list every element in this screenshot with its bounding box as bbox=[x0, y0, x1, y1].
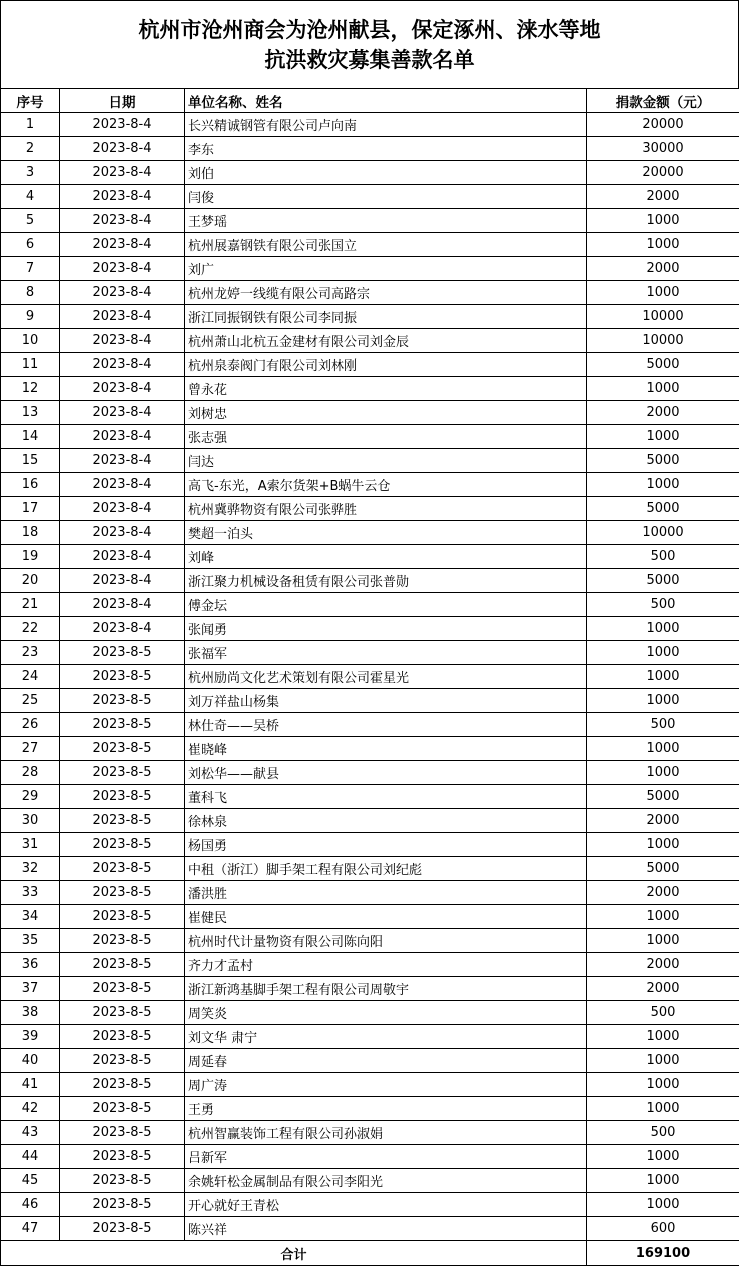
table-row bbox=[1, 977, 739, 1001]
cell-date: 2023-8-5 bbox=[60, 1097, 185, 1121]
table-row bbox=[1, 761, 739, 785]
table-row bbox=[1, 281, 739, 305]
table-row bbox=[1, 617, 739, 641]
table-row bbox=[1, 1073, 739, 1097]
cell-date: 2023-8-5 bbox=[60, 737, 185, 761]
cell-amount: 1000 bbox=[587, 281, 739, 305]
cell-amount: 1000 bbox=[587, 425, 739, 449]
cell-seq: 2 bbox=[1, 137, 60, 161]
cell-seq: 25 bbox=[1, 689, 60, 713]
table-row bbox=[1, 569, 739, 593]
cell-name: 吕新军 bbox=[185, 1145, 587, 1169]
table-row bbox=[1, 593, 739, 617]
cell-name: 刘文华 肃宁 bbox=[185, 1025, 587, 1049]
cell-seq: 46 bbox=[1, 1193, 60, 1217]
cell-name: 刘广 bbox=[185, 257, 587, 281]
table-row bbox=[1, 449, 739, 473]
cell-date: 2023-8-5 bbox=[60, 1145, 185, 1169]
cell-date: 2023-8-5 bbox=[60, 881, 185, 905]
cell-date: 2023-8-5 bbox=[60, 833, 185, 857]
cell-name: 傅金坛 bbox=[185, 593, 587, 617]
cell-seq: 12 bbox=[1, 377, 60, 401]
cell-date: 2023-8-5 bbox=[60, 929, 185, 953]
cell-seq: 6 bbox=[1, 233, 60, 257]
cell-amount: 1000 bbox=[587, 665, 739, 689]
cell-amount: 1000 bbox=[587, 1049, 739, 1073]
cell-name: 杭州时代计量物资有限公司陈向阳 bbox=[185, 929, 587, 953]
cell-date: 2023-8-4 bbox=[60, 425, 185, 449]
cell-name: 周延春 bbox=[185, 1049, 587, 1073]
cell-seq: 47 bbox=[1, 1217, 60, 1241]
cell-seq: 38 bbox=[1, 1001, 60, 1025]
cell-amount: 2000 bbox=[587, 185, 739, 209]
table-row bbox=[1, 881, 739, 905]
cell-date: 2023-8-5 bbox=[60, 809, 185, 833]
table-row bbox=[1, 305, 739, 329]
cell-seq: 18 bbox=[1, 521, 60, 545]
cell-date: 2023-8-5 bbox=[60, 1001, 185, 1025]
cell-seq: 7 bbox=[1, 257, 60, 281]
cell-amount: 5000 bbox=[587, 497, 739, 521]
table-row bbox=[1, 353, 739, 377]
cell-seq: 10 bbox=[1, 329, 60, 353]
cell-seq: 21 bbox=[1, 593, 60, 617]
cell-name: 樊超一泊头 bbox=[185, 521, 587, 545]
table-row bbox=[1, 185, 739, 209]
table-row bbox=[1, 329, 739, 353]
table-row bbox=[1, 953, 739, 977]
cell-name: 张志强 bbox=[185, 425, 587, 449]
cell-seq: 9 bbox=[1, 305, 60, 329]
cell-seq: 3 bbox=[1, 161, 60, 185]
cell-amount: 1000 bbox=[587, 377, 739, 401]
cell-amount: 1000 bbox=[587, 209, 739, 233]
cell-amount: 10000 bbox=[587, 305, 739, 329]
table-row bbox=[1, 641, 739, 665]
cell-date: 2023-8-5 bbox=[60, 857, 185, 881]
cell-seq: 24 bbox=[1, 665, 60, 689]
cell-date: 2023-8-5 bbox=[60, 953, 185, 977]
cell-date: 2023-8-4 bbox=[60, 473, 185, 497]
cell-amount: 2000 bbox=[587, 953, 739, 977]
cell-seq: 34 bbox=[1, 905, 60, 929]
title-line-1: 杭州市沧州商会为沧州献县，保定涿州、涞水等地 bbox=[138, 16, 601, 42]
cell-name: 刘树忠 bbox=[185, 401, 587, 425]
cell-date: 2023-8-5 bbox=[60, 713, 185, 737]
table-row bbox=[1, 665, 739, 689]
cell-name: 张闻勇 bbox=[185, 617, 587, 641]
cell-amount: 1000 bbox=[587, 737, 739, 761]
cell-name: 曾永花 bbox=[185, 377, 587, 401]
cell-date: 2023-8-4 bbox=[60, 281, 185, 305]
header-date: 日期 bbox=[60, 89, 185, 113]
cell-seq: 31 bbox=[1, 833, 60, 857]
cell-name: 王勇 bbox=[185, 1097, 587, 1121]
cell-seq: 44 bbox=[1, 1145, 60, 1169]
table-row bbox=[1, 257, 739, 281]
cell-date: 2023-8-5 bbox=[60, 665, 185, 689]
cell-amount: 5000 bbox=[587, 785, 739, 809]
cell-seq: 41 bbox=[1, 1073, 60, 1097]
cell-date: 2023-8-4 bbox=[60, 233, 185, 257]
table-row bbox=[1, 161, 739, 185]
cell-seq: 35 bbox=[1, 929, 60, 953]
cell-seq: 14 bbox=[1, 425, 60, 449]
cell-name: 杭州泉泰阀门有限公司刘林刚 bbox=[185, 353, 587, 377]
cell-name: 杭州龙婷一线缆有限公司高路宗 bbox=[185, 281, 587, 305]
cell-date: 2023-8-4 bbox=[60, 449, 185, 473]
cell-amount: 20000 bbox=[587, 113, 739, 137]
cell-seq: 26 bbox=[1, 713, 60, 737]
cell-name: 林仕奇——吴桥 bbox=[185, 713, 587, 737]
cell-date: 2023-8-5 bbox=[60, 1169, 185, 1193]
cell-name: 杭州萧山北杭五金建材有限公司刘金辰 bbox=[185, 329, 587, 353]
cell-seq: 13 bbox=[1, 401, 60, 425]
cell-amount: 10000 bbox=[587, 329, 739, 353]
cell-date: 2023-8-4 bbox=[60, 257, 185, 281]
table-row bbox=[1, 689, 739, 713]
cell-date: 2023-8-5 bbox=[60, 641, 185, 665]
table-row bbox=[1, 905, 739, 929]
cell-seq: 8 bbox=[1, 281, 60, 305]
total-row bbox=[1, 1241, 739, 1266]
cell-amount: 2000 bbox=[587, 257, 739, 281]
cell-amount: 1000 bbox=[587, 689, 739, 713]
cell-seq: 23 bbox=[1, 641, 60, 665]
document-title bbox=[0, 0, 739, 88]
table-row bbox=[1, 1121, 739, 1145]
cell-name: 高飞-东光，A索尔货架+B蜗牛云仓 bbox=[185, 473, 587, 497]
cell-amount: 2000 bbox=[587, 401, 739, 425]
cell-name: 张福军 bbox=[185, 641, 587, 665]
table-header-row bbox=[1, 89, 739, 113]
cell-date: 2023-8-5 bbox=[60, 1121, 185, 1145]
cell-date: 2023-8-5 bbox=[60, 785, 185, 809]
cell-seq: 39 bbox=[1, 1025, 60, 1049]
table-row bbox=[1, 857, 739, 881]
table-row bbox=[1, 113, 739, 137]
cell-date: 2023-8-4 bbox=[60, 521, 185, 545]
cell-name: 周笑炎 bbox=[185, 1001, 587, 1025]
total-label: 合计 bbox=[1, 1241, 587, 1266]
header-amount: 捐款金额（元） bbox=[587, 89, 739, 113]
table-row bbox=[1, 713, 739, 737]
cell-seq: 22 bbox=[1, 617, 60, 641]
cell-amount: 500 bbox=[587, 1001, 739, 1025]
cell-seq: 42 bbox=[1, 1097, 60, 1121]
cell-seq: 20 bbox=[1, 569, 60, 593]
table-row bbox=[1, 1145, 739, 1169]
table-row bbox=[1, 1097, 739, 1121]
cell-name: 李东 bbox=[185, 137, 587, 161]
cell-date: 2023-8-5 bbox=[60, 1073, 185, 1097]
cell-name: 刘松华——献县 bbox=[185, 761, 587, 785]
cell-name: 杭州冀骅物资有限公司张骅胜 bbox=[185, 497, 587, 521]
cell-name: 崔健民 bbox=[185, 905, 587, 929]
table-row bbox=[1, 497, 739, 521]
cell-date: 2023-8-4 bbox=[60, 329, 185, 353]
cell-seq: 45 bbox=[1, 1169, 60, 1193]
cell-amount: 1000 bbox=[587, 233, 739, 257]
cell-seq: 30 bbox=[1, 809, 60, 833]
cell-amount: 1000 bbox=[587, 761, 739, 785]
table-row bbox=[1, 833, 739, 857]
cell-name: 刘万祥盐山杨集 bbox=[185, 689, 587, 713]
cell-date: 2023-8-4 bbox=[60, 305, 185, 329]
cell-amount: 1000 bbox=[587, 617, 739, 641]
cell-name: 长兴精诚钢管有限公司卢向南 bbox=[185, 113, 587, 137]
cell-date: 2023-8-4 bbox=[60, 113, 185, 137]
cell-seq: 32 bbox=[1, 857, 60, 881]
cell-amount: 1000 bbox=[587, 473, 739, 497]
cell-date: 2023-8-4 bbox=[60, 353, 185, 377]
cell-date: 2023-8-4 bbox=[60, 545, 185, 569]
cell-amount: 20000 bbox=[587, 161, 739, 185]
cell-name: 潘洪胜 bbox=[185, 881, 587, 905]
cell-date: 2023-8-5 bbox=[60, 905, 185, 929]
donation-table bbox=[0, 88, 739, 1266]
cell-amount: 1000 bbox=[587, 1073, 739, 1097]
cell-amount: 2000 bbox=[587, 977, 739, 1001]
cell-amount: 10000 bbox=[587, 521, 739, 545]
table-row bbox=[1, 233, 739, 257]
table-row bbox=[1, 1217, 739, 1241]
cell-amount: 5000 bbox=[587, 353, 739, 377]
cell-name: 闫达 bbox=[185, 449, 587, 473]
cell-name: 董科飞 bbox=[185, 785, 587, 809]
cell-amount: 5000 bbox=[587, 857, 739, 881]
cell-name: 闫俊 bbox=[185, 185, 587, 209]
cell-name: 王梦瑶 bbox=[185, 209, 587, 233]
cell-date: 2023-8-4 bbox=[60, 161, 185, 185]
cell-date: 2023-8-5 bbox=[60, 761, 185, 785]
table-row bbox=[1, 521, 739, 545]
cell-amount: 5000 bbox=[587, 449, 739, 473]
cell-amount: 1000 bbox=[587, 929, 739, 953]
cell-date: 2023-8-5 bbox=[60, 1193, 185, 1217]
cell-name: 齐力才孟村 bbox=[185, 953, 587, 977]
cell-seq: 33 bbox=[1, 881, 60, 905]
table-row bbox=[1, 1049, 739, 1073]
total-amount: 169100 bbox=[587, 1241, 739, 1266]
cell-amount: 2000 bbox=[587, 809, 739, 833]
table-row bbox=[1, 1169, 739, 1193]
cell-name: 崔晓峰 bbox=[185, 737, 587, 761]
cell-amount: 1000 bbox=[587, 641, 739, 665]
cell-name: 杭州励尚文化艺术策划有限公司霍星光 bbox=[185, 665, 587, 689]
cell-seq: 27 bbox=[1, 737, 60, 761]
cell-name: 中租（浙江）脚手架工程有限公司刘纪彪 bbox=[185, 857, 587, 881]
cell-amount: 1000 bbox=[587, 1097, 739, 1121]
cell-seq: 11 bbox=[1, 353, 60, 377]
table-row bbox=[1, 377, 739, 401]
table-row bbox=[1, 785, 739, 809]
table-row bbox=[1, 737, 739, 761]
cell-name: 余姚轩松金属制品有限公司李阳光 bbox=[185, 1169, 587, 1193]
cell-seq: 4 bbox=[1, 185, 60, 209]
cell-name: 刘伯 bbox=[185, 161, 587, 185]
cell-name: 杨国勇 bbox=[185, 833, 587, 857]
cell-seq: 19 bbox=[1, 545, 60, 569]
cell-date: 2023-8-4 bbox=[60, 137, 185, 161]
cell-amount: 1000 bbox=[587, 905, 739, 929]
table-row bbox=[1, 809, 739, 833]
cell-date: 2023-8-4 bbox=[60, 377, 185, 401]
cell-seq: 16 bbox=[1, 473, 60, 497]
cell-amount: 600 bbox=[587, 1217, 739, 1241]
cell-name: 陈兴祥 bbox=[185, 1217, 587, 1241]
cell-amount: 5000 bbox=[587, 569, 739, 593]
cell-name: 浙江聚力机械设备租赁有限公司张普勋 bbox=[185, 569, 587, 593]
cell-date: 2023-8-5 bbox=[60, 1025, 185, 1049]
cell-name: 开心就好王青松 bbox=[185, 1193, 587, 1217]
cell-seq: 1 bbox=[1, 113, 60, 137]
cell-date: 2023-8-4 bbox=[60, 209, 185, 233]
cell-amount: 1000 bbox=[587, 1169, 739, 1193]
cell-amount: 500 bbox=[587, 1121, 739, 1145]
cell-name: 刘峰 bbox=[185, 545, 587, 569]
cell-seq: 29 bbox=[1, 785, 60, 809]
cell-seq: 43 bbox=[1, 1121, 60, 1145]
cell-amount: 30000 bbox=[587, 137, 739, 161]
table-row bbox=[1, 929, 739, 953]
cell-name: 浙江新鸿基脚手架工程有限公司周敬宇 bbox=[185, 977, 587, 1001]
title-line-2: 抗洪救灾募集善款名单 bbox=[264, 46, 475, 72]
cell-seq: 40 bbox=[1, 1049, 60, 1073]
cell-name: 周广涛 bbox=[185, 1073, 587, 1097]
cell-date: 2023-8-4 bbox=[60, 593, 185, 617]
table-row bbox=[1, 209, 739, 233]
cell-seq: 15 bbox=[1, 449, 60, 473]
cell-date: 2023-8-5 bbox=[60, 1049, 185, 1073]
table-body bbox=[1, 113, 739, 1241]
table-row bbox=[1, 1001, 739, 1025]
cell-seq: 28 bbox=[1, 761, 60, 785]
table-row bbox=[1, 1025, 739, 1049]
cell-date: 2023-8-5 bbox=[60, 1217, 185, 1241]
table-row bbox=[1, 1193, 739, 1217]
cell-seq: 37 bbox=[1, 977, 60, 1001]
cell-date: 2023-8-5 bbox=[60, 977, 185, 1001]
table-row bbox=[1, 545, 739, 569]
header-seq: 序号 bbox=[1, 89, 60, 113]
table-row bbox=[1, 137, 739, 161]
cell-name: 杭州智赢装饰工程有限公司孙淑娟 bbox=[185, 1121, 587, 1145]
cell-amount: 1000 bbox=[587, 1145, 739, 1169]
cell-date: 2023-8-4 bbox=[60, 617, 185, 641]
cell-amount: 1000 bbox=[587, 833, 739, 857]
cell-seq: 5 bbox=[1, 209, 60, 233]
cell-date: 2023-8-4 bbox=[60, 569, 185, 593]
table-row bbox=[1, 473, 739, 497]
cell-seq: 17 bbox=[1, 497, 60, 521]
cell-date: 2023-8-4 bbox=[60, 401, 185, 425]
cell-amount: 500 bbox=[587, 545, 739, 569]
cell-amount: 2000 bbox=[587, 881, 739, 905]
cell-date: 2023-8-4 bbox=[60, 185, 185, 209]
cell-name: 浙江同振钢铁有限公司李同振 bbox=[185, 305, 587, 329]
cell-amount: 1000 bbox=[587, 1193, 739, 1217]
table-row bbox=[1, 401, 739, 425]
table-row bbox=[1, 425, 739, 449]
cell-amount: 1000 bbox=[587, 1025, 739, 1049]
cell-name: 杭州展嘉钢铁有限公司张国立 bbox=[185, 233, 587, 257]
cell-name: 徐林泉 bbox=[185, 809, 587, 833]
cell-seq: 36 bbox=[1, 953, 60, 977]
cell-amount: 500 bbox=[587, 713, 739, 737]
cell-date: 2023-8-5 bbox=[60, 689, 185, 713]
cell-date: 2023-8-4 bbox=[60, 497, 185, 521]
cell-amount: 500 bbox=[587, 593, 739, 617]
header-name: 单位名称、姓名 bbox=[185, 89, 587, 113]
